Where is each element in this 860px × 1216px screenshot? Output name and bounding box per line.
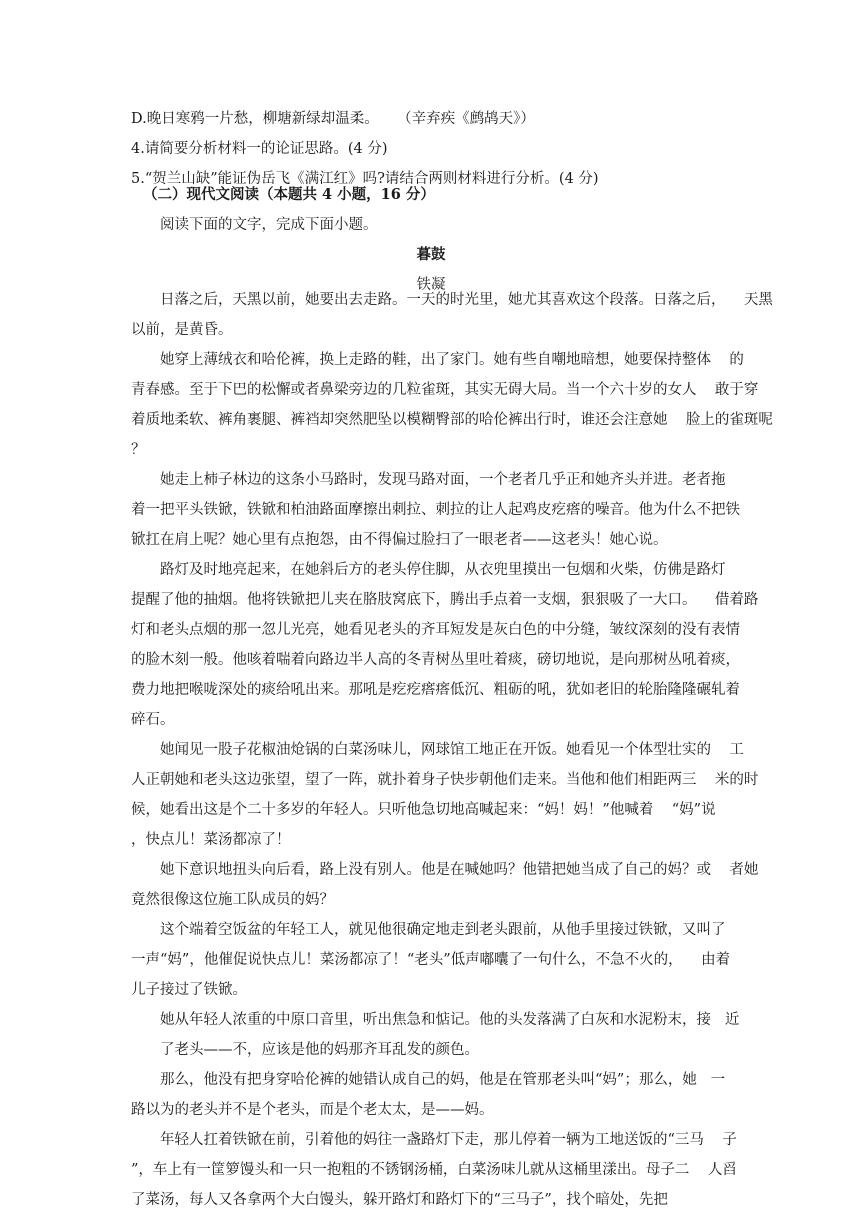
article-line: 了老头——不，应该是他的妈那齐耳乱发的颜色。 <box>160 1042 479 1058</box>
article-line: 一声“妈”，他催促说快点儿！菜汤都凉了！“老头”低声嘟囔了一句什么，不急不火的， 由着 <box>131 952 731 968</box>
article-line: 日落之后，天黑以前，她要出去走路。一天的时光里，她尤其喜欢这个段落。日落之后， 天黑 <box>160 292 773 308</box>
article-line: ，快点儿！菜汤都凉了！ <box>131 832 291 848</box>
section-heading: （二）现代文阅读（本题共 4 小题，16 分） <box>143 186 435 203</box>
article-line: 儿子接过了铁锨。 <box>131 982 247 998</box>
article-line: 锨扛在肩上呢？她心里有点抱怨，由不得偏过脸扫了一眼老者——这老头！她心说。 <box>131 532 668 548</box>
article-line: 着一把平头铁锨，铁锨和柏油路面摩擦出刺拉、刺拉的让人起鸡皮疙瘩的噪音。他为什么不把铁 <box>131 502 740 518</box>
article-line: 她穿上薄绒衣和哈伦裤，换上走路的鞋，出了家门。她有些自嘲地暗想，她要保持整体 的 <box>160 352 744 368</box>
reading-instruction: 阅读下面的文字，完成下面小题。 <box>160 217 378 233</box>
article-line: 她从年轻人浓重的中原口音里，听出焦急和惦记。他的头发落满了白灰和水泥粉末，接 近 <box>160 1012 740 1028</box>
article-line: 路以为的老头并不是个老头，而是个老太太，是——妈。 <box>131 1102 494 1118</box>
article-line: 青春感。至于下巴的松懈或者鼻梁旁边的几粒雀斑，其实无碍大局。当一个六十岁的女人 敢于穿 <box>131 382 759 398</box>
article-line: 这个端着空饭盆的年轻工人，就见他很确定地走到老头跟前，从他手里接过铁锨，又叫了 <box>160 922 726 938</box>
question-line: 4.请简要分析材料一的论证思路。(4 分) <box>131 141 388 157</box>
article-line: 了菜汤，每人又各拿两个大白馒头，躲开路灯和路灯下的“三马子”，找个暗处，先把 <box>131 1192 668 1208</box>
article-line: ”，车上有一筐箩馒头和一只一抱粗的不锈钢汤桶，白菜汤味儿就从这桶里漾出。母子二 人舀 <box>131 1162 737 1178</box>
article-line: 她下意识地扭头向后看，路上没有别人。他是在喊她吗？他错把她当成了自己的妈？或 者她 <box>160 862 759 878</box>
article-line: 着质地柔软、裤角裹腿、裤裆却突然肥坠以模糊臀部的哈伦裤出行时，谁还会注意她 脸上的雀斑呢 <box>131 412 773 428</box>
article-line: 竟然很像这位施工队成员的妈？ <box>131 892 334 908</box>
article-author: 铁凝 <box>416 277 446 293</box>
article-body <box>131 285 773 1215</box>
article-line: 人正朝她和老头这边张望，望了一阵，就扑着身子快步朝他们走来。当他和他们相距两三 米的时 <box>131 772 759 788</box>
question-line: D.晚日寒鸦一片愁，柳塘新绿却温柔。 （辛弃疾《鹧鸪天》） <box>131 111 535 127</box>
article-line: 费力地把喉咙深处的痰给吼出来。那吼是疙疙瘩瘩低沉、粗砺的吼，犹如老旧的轮胎隆隆碾轧着 <box>131 682 740 698</box>
article-line: 的脸木刻一般。他咳着喘着向路边半人高的冬青树丛里吐着痰，磅切地说，是向那树丛吼着痰， <box>131 652 740 668</box>
article-line: 那么，他没有把身穿哈伦裤的她错认成自己的妈，他是在管那老头叫“妈”；那么，她 一 <box>160 1072 726 1088</box>
article-title: 暮鼓 <box>416 246 446 263</box>
question-line: 5.“贺兰山缺”能证伪岳飞《满江红》吗?请结合两则材料进行分析。(4 分) <box>131 171 599 187</box>
section-block <box>131 180 731 300</box>
article-line: 候，她看出这是个二十多岁的年轻人。只听他急切地高喊起来：“妈！妈！”他喊着 “妈”说 <box>131 802 716 818</box>
article-line: 她走上柿子林边的这条小马路时，发现马路对面，一个老者几乎正和她齐头并进。老者拖 <box>160 472 726 488</box>
article-line: 以前，是黄昏。 <box>131 322 233 338</box>
article-line: 年轻人扛着铁锨在前，引着他的妈往一盏路灯下走，那儿停着一辆为工地送饭的“三马 子 <box>160 1132 737 1148</box>
article-line: 她闻见一股子花椒油炝锅的白菜汤味儿，网球馆工地正在开饭。她看见一个体型壮实的 工 <box>160 742 744 758</box>
article-line: 路灯及时地亮起来，在她斜后方的老头停住脚，从衣兜里摸出一包烟和火柴，仿佛是路灯 <box>160 562 726 578</box>
article-line: ？ <box>131 442 146 458</box>
article-line: 碎石。 <box>131 712 175 728</box>
article-line: 提醒了他的抽烟。他将铁锨把儿夹在胳肢窝底下，腾出手点着一支烟，狠狠吸了一大口。 借着路 <box>131 592 759 608</box>
article-line: 灯和老头点烟的那一忽儿光亮，她看见老头的齐耳短发是灰白色的中分缝，皱纹深刻的没有表情 <box>131 622 740 638</box>
